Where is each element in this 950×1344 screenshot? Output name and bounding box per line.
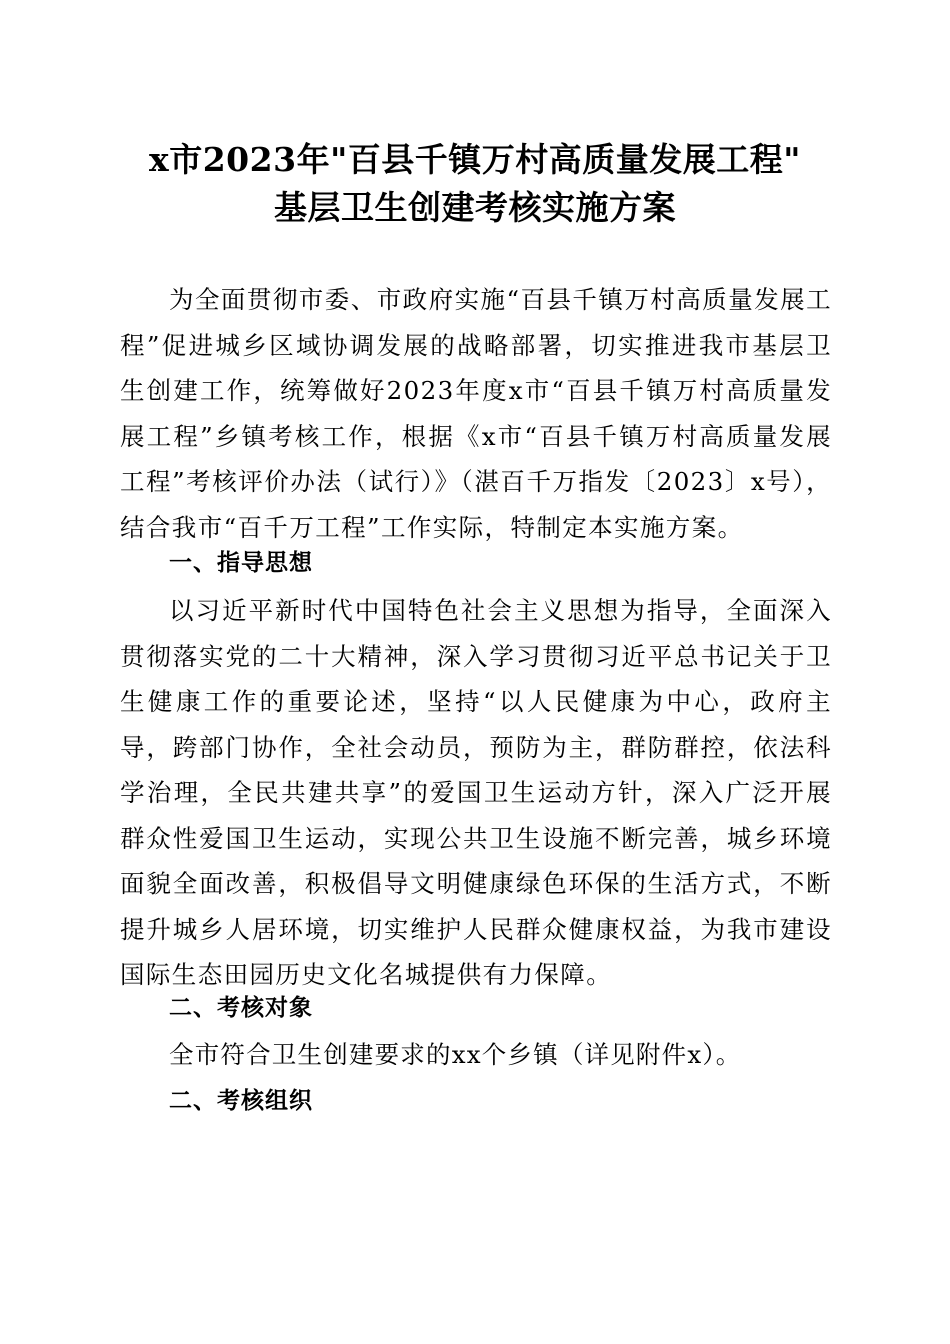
document-title-line-2: 基层卫生创建考核实施方案 [274,188,676,227]
section-heading-assessment-organization: 二、考核组织 [169,1088,313,1114]
guiding-ideology-paragraph: 以习近平新时代中国特色社会主义思想为指导，全面深入贯彻落实党的二十大精神，深入学习贯彻习近平总书记关于卫生健康工作的重要论述，坚持“以人民健康为中心，政府主导，跨部门协作，全社会动员，预防为主，群防群控，依法科学治理，全民共建共享”的爱国卫生运动方针，深入广泛开展群众性爱国卫生运动，实现公共卫生设施不断完善，城乡环境面貌全面改善，积极倡导文明健康绿色环保的生活方式，不断提升城乡人居环境，切实维护人民群众健康权益，为我市建设国际生态田园历史文化名城提供有力保障。 [120,596,832,989]
section-heading-assessment-targets: 二、考核对象 [169,995,313,1021]
section-heading-guiding-ideology: 一、指导思想 [169,550,313,576]
document-title-line-1: x市2023年"百县千镇万村高质量发展工程" [149,140,801,179]
intro-paragraph: 为全面贯彻市委、市政府实施“百县千镇万村高质量发展工程”促进城乡区域协调发展的战略部署，切实推进我市基层卫生创建工作，统筹做好2023年度x市“百县千镇万村高质量发展工程”乡镇考核工作，根据《x市“百县千镇万村高质量发展工程”考核评价办法（试行）》（湛百千万指发〔2023〕x号），结合我市“百千万工程”工作实际，特制定本实施方案。 [120,285,832,542]
assessment-targets-paragraph: 全市符合卫生创建要求的xx个乡镇（详见附件x）。 [169,1040,742,1069]
